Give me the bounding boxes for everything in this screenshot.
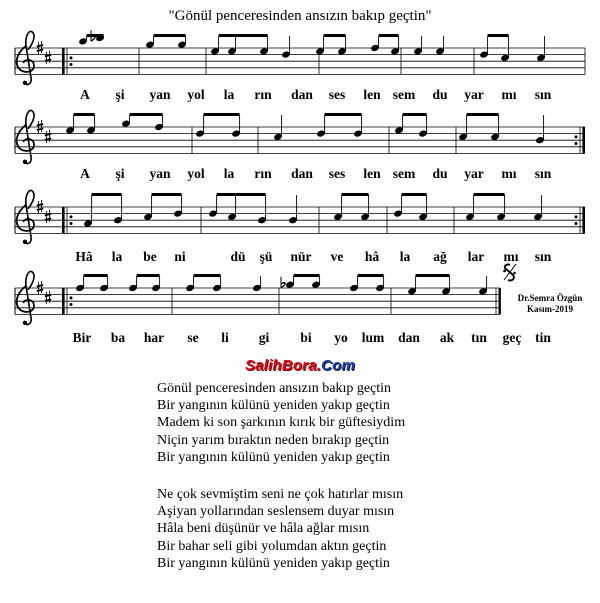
- lyric-syllable: rın: [254, 87, 272, 102]
- lyrics-line-3: [0, 249, 600, 265]
- lyric-syllable: la: [223, 87, 235, 102]
- lyric-syllable: lar: [467, 249, 485, 264]
- lyric-syllable: len: [363, 166, 381, 181]
- lyric-syllable: geç: [502, 330, 522, 345]
- lyric-syllable: A: [80, 87, 90, 102]
- lyric-syllable: nür: [290, 249, 312, 264]
- logo-part-1: SalihBora.: [244, 357, 322, 374]
- lyric-syllable: şü: [259, 249, 273, 264]
- note-beam: [204, 113, 240, 116]
- lyric-syllable: len: [363, 87, 381, 102]
- sharp-icon: [37, 200, 43, 213]
- note-beam: [154, 34, 186, 37]
- lyric-syllable: ba: [110, 330, 126, 345]
- stanza-line: Bir yangının külünü yeniden yakıp geçtin: [157, 398, 390, 414]
- lyric-syllable: A: [80, 166, 90, 181]
- lyric-syllable: du: [432, 87, 448, 102]
- lyric-syllable: ni: [174, 249, 186, 264]
- lyric-syllable: sem: [392, 166, 416, 181]
- note-beam: [416, 274, 450, 277]
- lyric-syllable: rın: [254, 166, 272, 181]
- repeat-dot: [70, 296, 73, 299]
- composition-date: Kasım-2019: [527, 304, 573, 314]
- notes-staff-2: [65, 113, 545, 144]
- note-beam: [84, 274, 108, 277]
- treble-clef-icon: [17, 271, 34, 325]
- lyric-syllable: Bir: [72, 330, 92, 345]
- song-title: "Gönül penceresinden ansızın bakıp geçtin": [168, 8, 432, 24]
- treble-clef-icon: [17, 31, 34, 85]
- repeat-dot: [575, 215, 578, 218]
- stanza-line: Niçin yarım bıraktın neden bırakıp geçtin: [157, 432, 390, 448]
- lyric-syllable: yo: [334, 330, 348, 345]
- lyric-syllable: tın: [471, 330, 487, 345]
- sharp-icon: [37, 41, 43, 54]
- lyric-syllable: yan: [149, 87, 171, 102]
- lyric-syllable: ve: [330, 249, 344, 264]
- sharp-icon: [45, 210, 51, 223]
- note-beam: [92, 193, 122, 196]
- repeat-dot: [70, 303, 73, 306]
- repeat-dot: [70, 63, 73, 66]
- segno-dot: [513, 272, 516, 275]
- stanza-line: Ne çok sevmiştim seni ne çok hatırlar mısın: [157, 487, 404, 502]
- lyric-syllable: lum: [361, 330, 385, 345]
- lyric-syllable: dan: [398, 330, 420, 345]
- note-beam: [219, 34, 268, 37]
- stanza-line: Madem ki son şarkının kırık bir güftesiydim: [157, 415, 406, 431]
- lyric-syllable: se: [187, 330, 199, 345]
- lyric-syllable: la: [111, 249, 123, 264]
- lyric-syllable: yol: [187, 166, 205, 181]
- staff-4: [15, 264, 516, 325]
- repeat-dot: [575, 142, 578, 145]
- note-beam: [130, 113, 163, 116]
- repeat-dot: [575, 222, 578, 225]
- repeat-start-bar: [62, 288, 65, 314]
- stanza-line: Hâla beni düşünür ve hâla ağlar mısın: [157, 521, 370, 537]
- note-beam: [379, 34, 399, 37]
- repeat-start-bar: [62, 48, 65, 74]
- lyrics-line-1: [0, 87, 600, 103]
- note-beam: [74, 113, 95, 116]
- lyric-syllable: bi: [300, 330, 312, 345]
- repeat-end-bar: [582, 207, 585, 233]
- composer-credit: [510, 293, 590, 315]
- stanza-line: Aşiyan yollarından seslensem duyar mısın: [157, 504, 395, 520]
- segno-dot: [503, 270, 506, 273]
- lyric-syllable: sın: [534, 87, 552, 102]
- sharp-icon: [45, 130, 51, 143]
- lyric-syllable: be: [143, 249, 157, 264]
- lyric-syllable: dü: [230, 249, 246, 264]
- lyric-syllable: sem: [392, 87, 416, 102]
- note-beam: [325, 113, 362, 116]
- sharp-icon: [37, 281, 43, 294]
- note-beam: [217, 193, 266, 196]
- lyric-syllable: du: [432, 166, 448, 181]
- note-beam: [474, 193, 505, 196]
- lyric-syllable: har: [143, 330, 165, 345]
- lyric-syllable: dan: [291, 166, 313, 181]
- stanza-line: Bir bahar seli gibi yolumdan aktın geçtin: [157, 538, 387, 554]
- lyric-syllable: la: [223, 166, 235, 181]
- repeat-start-bar: [62, 207, 65, 233]
- note-beam: [87, 34, 104, 37]
- lyric-syllable: gi: [258, 330, 270, 345]
- lyrics-line-2: [0, 166, 600, 182]
- lyric-syllable: yan: [149, 166, 171, 181]
- repeat-dot: [575, 135, 578, 138]
- lyric-syllable: ses: [328, 166, 346, 181]
- notes-staff-3: [83, 193, 543, 228]
- note-beam: [488, 34, 509, 37]
- flat-icon: [281, 277, 285, 288]
- lyric-syllable: la: [399, 249, 411, 264]
- site-logo: [0, 357, 600, 374]
- composer-name: Dr.Semra Özgün: [517, 293, 583, 303]
- lyric-syllable: tin: [535, 330, 551, 345]
- lyric-syllable: mı: [501, 166, 517, 181]
- lyric-syllable: Hâ: [75, 249, 93, 264]
- note-beam: [294, 274, 320, 277]
- stanza-line: Bir yangının külünü yeniden yakıp geçtin: [157, 449, 390, 465]
- note-beam: [402, 193, 427, 196]
- notes-staff-1: [78, 30, 546, 62]
- stanza-line: Gönül penceresinden ansızın bakıp geçtin: [157, 381, 392, 396]
- note-beam: [194, 274, 221, 277]
- lyric-syllable: şi: [115, 87, 125, 102]
- lyric-syllable: şi: [115, 166, 125, 181]
- repeat-dot: [70, 56, 73, 59]
- note-beam: [152, 193, 182, 196]
- repeat-dot: [70, 222, 73, 225]
- notes-staff-4: [75, 274, 488, 295]
- lyric-syllable: yar: [464, 166, 484, 181]
- lyric-syllable: sın: [534, 249, 552, 264]
- lyrics-line-4: [0, 330, 600, 346]
- lyric-syllable: hâ: [364, 249, 380, 264]
- note-beam: [324, 34, 346, 37]
- treble-clef-icon: [17, 110, 34, 164]
- note-beam: [467, 113, 499, 116]
- lyric-syllable: ak: [439, 330, 455, 345]
- stanza-1: [157, 380, 405, 466]
- treble-clef-icon: [17, 190, 34, 244]
- sharp-icon: [45, 51, 51, 64]
- repeat-end-bar: [582, 127, 585, 153]
- note-beam: [342, 193, 369, 196]
- lyric-syllable: mı: [503, 249, 519, 264]
- sharp-icon: [37, 120, 43, 133]
- segno-icon: [503, 264, 516, 280]
- stanza-2: [157, 486, 403, 572]
- note-beam: [137, 274, 160, 277]
- note-beam: [403, 113, 427, 116]
- logo-part-2: Com: [321, 357, 356, 374]
- stanza-line: Bir yangının külünü yeniden yakıp geçtin: [157, 555, 390, 571]
- lyric-syllable: mı: [501, 87, 517, 102]
- lyric-syllable: yar: [464, 87, 484, 102]
- sharp-icon: [45, 291, 51, 304]
- lyric-syllable: ses: [328, 87, 346, 102]
- final-bar: [499, 288, 501, 314]
- lyric-syllable: ağ: [433, 249, 447, 264]
- lyric-syllable: sın: [534, 166, 552, 181]
- lyric-syllable: yol: [187, 87, 205, 102]
- lyric-syllable: dan: [291, 87, 313, 102]
- staff-2: [15, 110, 585, 164]
- note-beam: [358, 274, 384, 277]
- repeat-dot: [70, 215, 73, 218]
- lyric-syllable: li: [221, 330, 229, 345]
